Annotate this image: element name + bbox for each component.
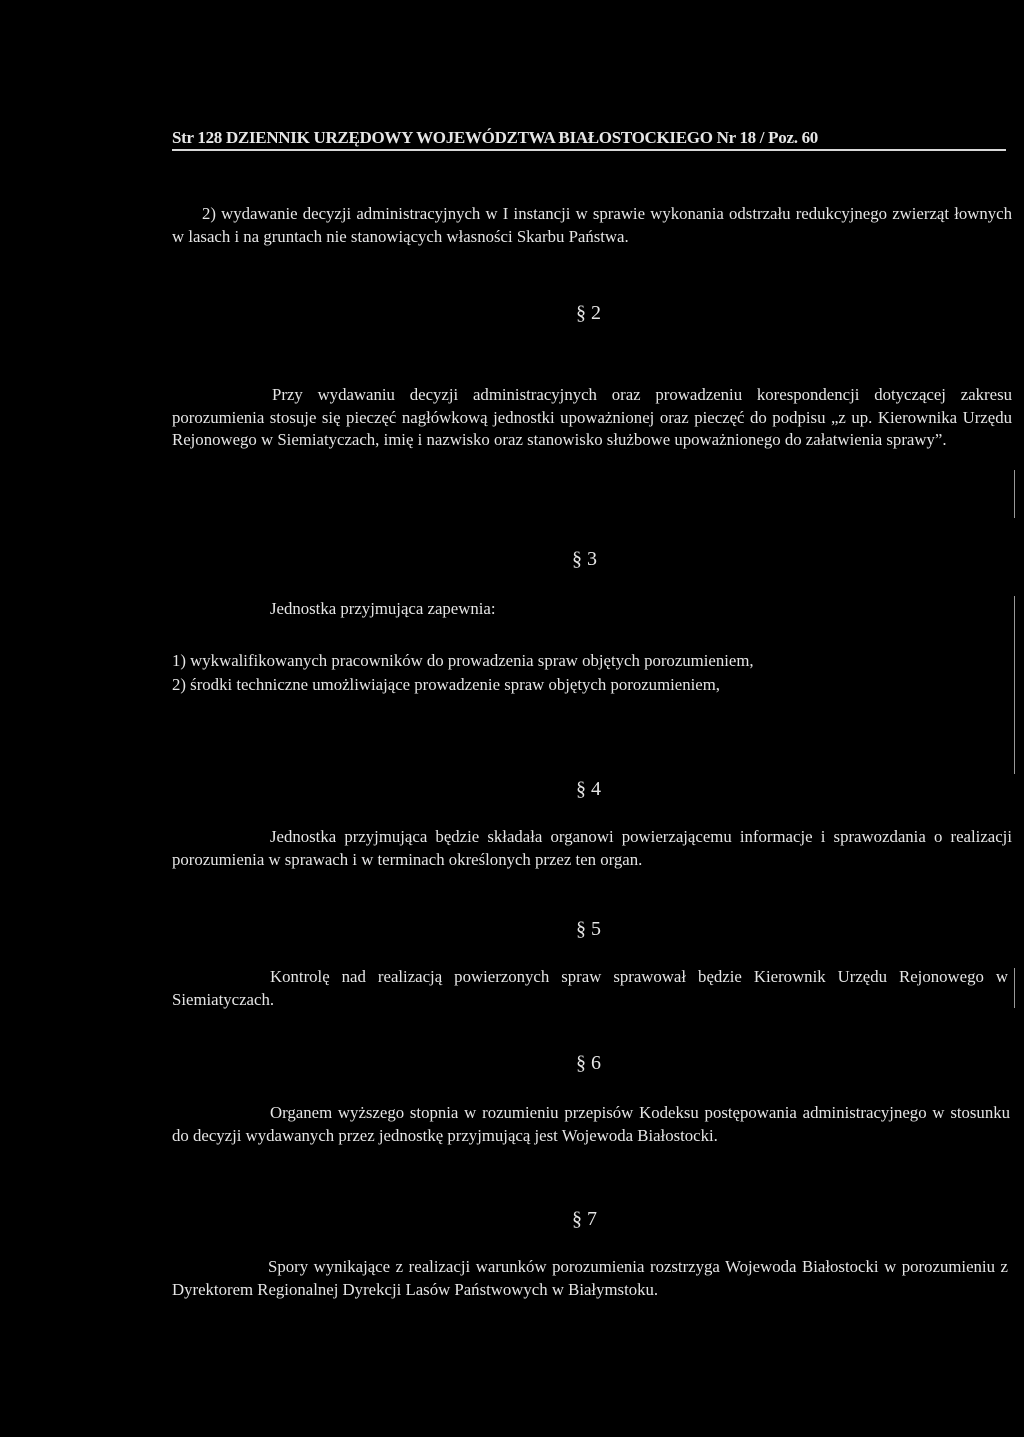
section-6-heading: § 6 <box>576 1052 601 1074</box>
section-5-heading: § 5 <box>576 918 601 940</box>
section-7-heading: § 7 <box>572 1208 597 1230</box>
paragraph-item-2: 2) wydawanie decyzji administracyjnych w I instancji w sprawie wykonania odstrzału redukcyjnego zwierząt łownych w lasach i na gruntach nie stanowiących własności Skarbu Państwa. <box>172 204 1012 246</box>
section-4-text: Jednostka przyjmująca będzie składała organowi powierzającemu informacje i sprawozdania o realizacji porozumienia w sprawach i w terminach określonych przez ten organ. <box>172 827 1012 869</box>
running-header: Str 128 DZIENNIK URZĘDOWY WOJEWÓDZTWA BIAŁOSTOCKIEGO Nr 18 / Poz. 60 <box>172 128 1006 151</box>
page-edge-mark <box>1014 968 1015 1008</box>
section-7-text: Spory wynikające z realizacji warunków porozumienia rozstrzyga Wojewoda Białostocki w porozumieniu z Dyrektorem Regionalnej Dyrekcji Lasów Państwowych w Białymstoku. <box>172 1257 1008 1299</box>
section-3-item-1: 1) wykwalifikowanych pracowników do prowadzenia spraw objętych porozumieniem, <box>172 651 754 670</box>
section-2-text: Przy wydawaniu decyzji administracyjnych oraz prowadzeniu korespondencji dotyczącej zakresu porozumienia stosuje się pieczęć nagłówkową jednostki upoważnionej oraz pieczęć do podpisu „z up. Kierownika Urzędu Rejonowego w Siemiatyczach, imię i nazwisko oraz stanowisko służbowe upoważnionego do załatwienia sprawy”. <box>172 385 1012 450</box>
section-3-heading: § 3 <box>572 548 597 570</box>
section-3-item-2: 2) środki techniczne umożliwiające prowadzenie spraw objętych porozumieniem, <box>172 675 720 694</box>
page-edge-mark <box>1014 596 1015 774</box>
section-4-heading: § 4 <box>576 778 601 800</box>
section-6-text: Organem wyższego stopnia w rozumieniu przepisów Kodeksu postępowania administracyjnego w stosunku do decyzji wydawanych przez jednostkę przyjmującą jest Wojewoda Białostocki. <box>172 1103 1010 1145</box>
section-5-text: Kontrolę nad realizacją powierzonych spraw sprawował będzie Kierownik Urzędu Rejonowego w Siemiatyczach. <box>172 967 1008 1009</box>
section-3-intro: Jednostka przyjmująca zapewnia: <box>270 599 496 618</box>
section-2-heading: § 2 <box>576 302 601 324</box>
page-edge-mark <box>1014 470 1015 518</box>
